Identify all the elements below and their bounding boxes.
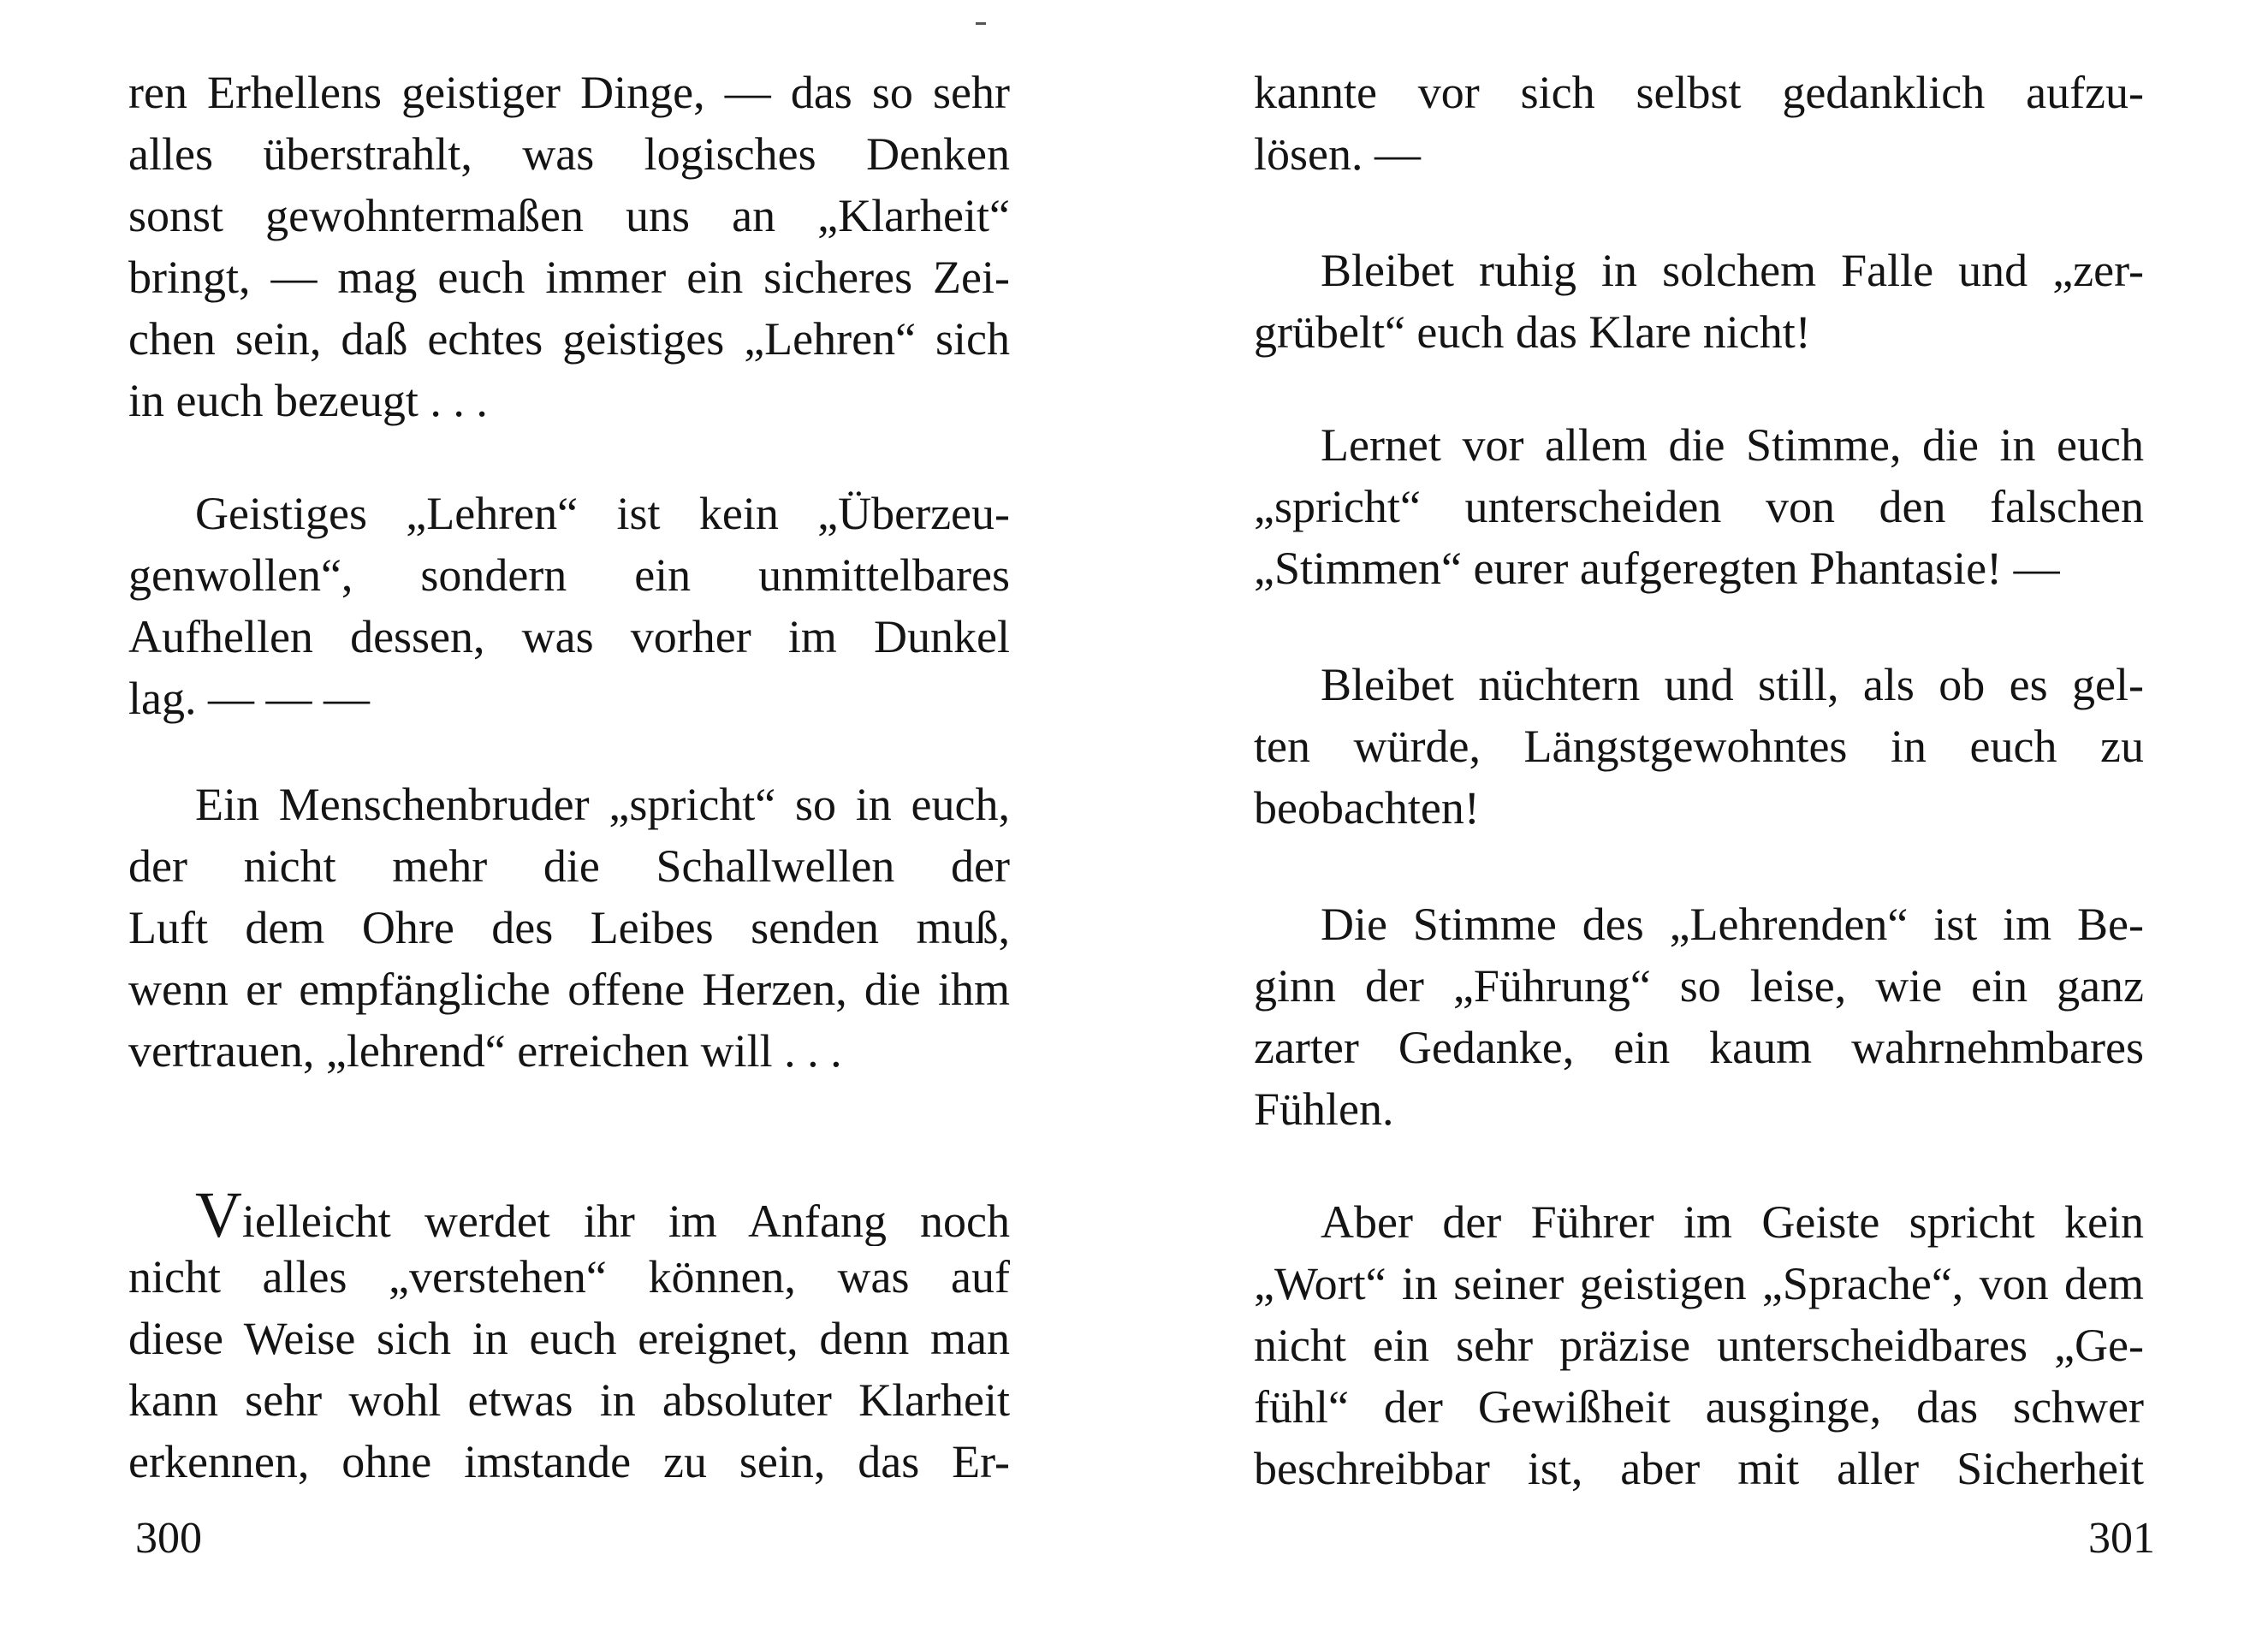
text-line: vertrauen, „lehrend“ erreichen will . . . xyxy=(128,1025,842,1077)
text-line: kann sehr wohl etwas in absoluter Klarheit xyxy=(128,1374,1010,1426)
text-line: bringt, — mag euch immer ein sicheres Zei- xyxy=(128,252,1010,303)
text-line: ten würde, Längstgewohntes in euch zu xyxy=(1254,721,2144,772)
text-line: fühl“ der Gewißheit ausginge, das schwer xyxy=(1254,1381,2144,1433)
text-line: ginn der „Führung“ so leise, wie ein ganz xyxy=(1254,960,2144,1012)
text-line: kannte vor sich selbst gedanklich aufzu- xyxy=(1254,67,2144,118)
text-line: wenn er empfängliche offene Herzen, die ihm xyxy=(128,964,1010,1015)
text-line: diese Weise sich in euch ereignet, denn man xyxy=(128,1313,1010,1364)
text-line: beobachten! xyxy=(1254,782,1480,834)
left-page xyxy=(0,0,1130,1626)
text-line: chen sein, daß echtes geistiges „Lehren“ sich xyxy=(128,313,1010,365)
text-line: Bleibet nüchtern und still, als ob es gel- xyxy=(1321,659,2144,710)
right-page xyxy=(1130,0,2268,1626)
text-line: Geistiges „Lehren“ ist kein „Überzeu- xyxy=(195,488,1010,539)
text-line: Ein Menschenbruder „spricht“ so in euch, xyxy=(195,779,1010,830)
text-line: „Wort“ in seiner geistigen „Sprache“, von dem xyxy=(1254,1258,2144,1309)
initial-letter: V xyxy=(195,1184,242,1246)
text-line: Aber der Führer im Geiste spricht kein xyxy=(1321,1196,2144,1248)
text-line: nicht ein sehr präzise unterscheidbares „Ge- xyxy=(1254,1320,2144,1371)
text-line: Lernet vor allem die Stimme, die in euch xyxy=(1321,419,2144,471)
text-line: alles überstrahlt, was logisches Denken xyxy=(128,128,1010,180)
text-line: genwollen“, sondern ein unmittelbares xyxy=(128,549,1010,601)
text-line: grübelt“ euch das Klare nicht! xyxy=(1254,306,1811,358)
text-line: Fühlen. xyxy=(1254,1083,1394,1135)
text-line: Bleibet ruhig in solchem Falle und „zer- xyxy=(1321,245,2144,296)
text-line xyxy=(195,1184,1010,1246)
page-number: 301 xyxy=(2088,1514,2155,1563)
text-line: lag. — — — xyxy=(128,673,370,724)
text-line: lösen. — xyxy=(1254,128,1421,180)
text-line: nicht alles „verstehen“ können, was auf xyxy=(128,1251,1010,1303)
text-line: Luft dem Ohre des Leibes senden muß, xyxy=(128,902,1010,953)
text-line: zarter Gedanke, ein kaum wahrnehmbares xyxy=(1254,1022,2144,1073)
text-span: ielleicht werdet ihr im Anfang noch xyxy=(241,1196,1010,1246)
text-line: Aufhellen dessen, was vorher im Dunkel xyxy=(128,611,1010,662)
text-line: Die Stimme des „Lehrenden“ ist im Be- xyxy=(1321,899,2144,950)
text-line: sonst gewohntermaßen uns an „Klarheit“ xyxy=(128,190,1010,241)
text-line: erkennen, ohne imstande zu sein, das Er- xyxy=(128,1436,1010,1487)
text-line: ren Erhellens geistiger Dinge, — das so sehr xyxy=(128,67,1010,118)
text-line: „Stimmen“ eurer aufgeregten Phantasie! — xyxy=(1254,543,2060,594)
text-line: in euch bezeugt . . . xyxy=(128,375,488,426)
text-line: beschreibbar ist, aber mit aller Sicherheit xyxy=(1254,1443,2144,1494)
page-number: 300 xyxy=(135,1514,202,1563)
text-line: der nicht mehr die Schallwellen der xyxy=(128,840,1010,892)
text-line: „spricht“ unterscheiden von den falschen xyxy=(1254,481,2144,532)
